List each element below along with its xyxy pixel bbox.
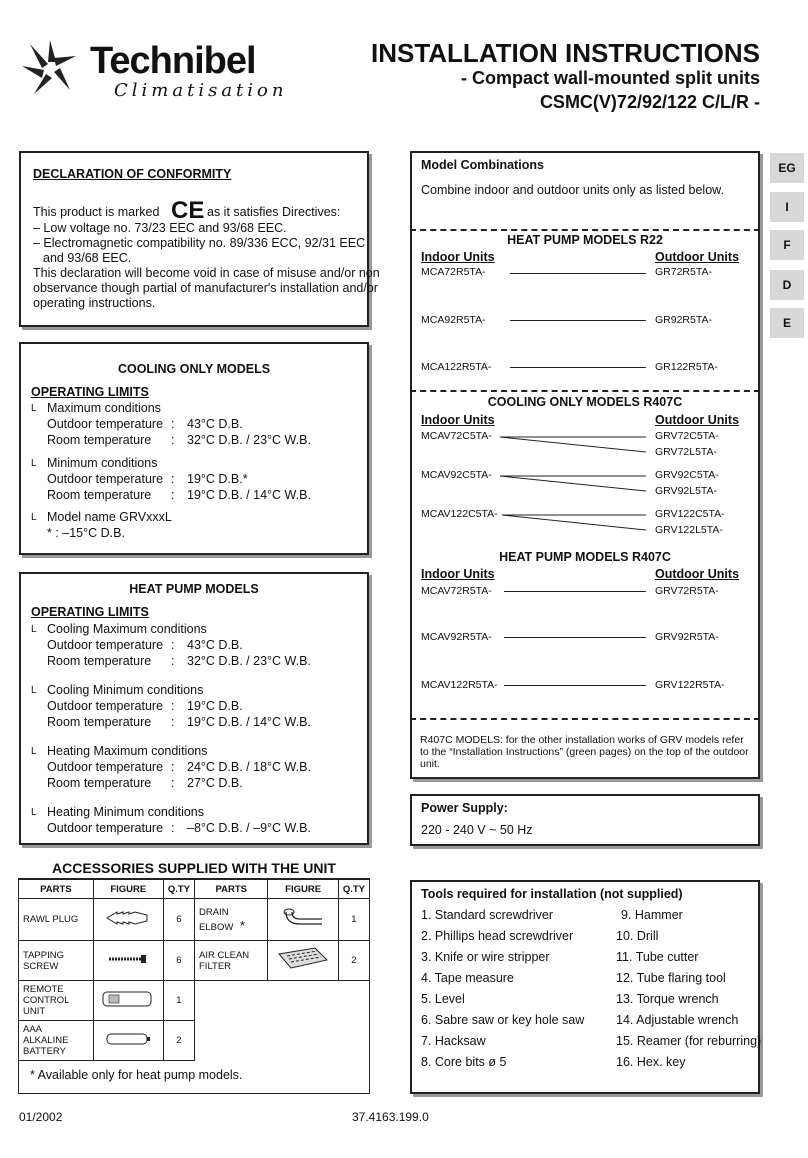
- hp-r22-title: HEAT PUMP MODELS R22: [507, 233, 663, 247]
- tool-14: 14. Adjustable wrench: [616, 1013, 739, 1027]
- hp-r407-title: HEAT PUMP MODELS R407C: [499, 550, 671, 564]
- col-header: PARTS: [19, 880, 94, 899]
- hp-hmax-room-label: Room temperature: [47, 776, 152, 790]
- part-drain-elbow: DRAIN ELBOW: [199, 906, 234, 933]
- hp-hmax-out-value: 24°C D.B. / 18°C W.B.: [187, 760, 311, 774]
- part-remote: REMOTE CONTROL UNIT: [19, 981, 94, 1021]
- r22-out-2: GR92R5TA-: [655, 314, 712, 326]
- part-tapping-screw: TAPPING SCREW: [19, 941, 94, 981]
- combinations-title: Model Combinations: [421, 158, 544, 172]
- hp-hmax-room-value: 27°C D.B.: [187, 776, 243, 790]
- indoor-heading: Indoor Units: [421, 250, 495, 264]
- colon: :: [171, 638, 175, 652]
- hp-out-3: GRV122R5TA-: [655, 679, 725, 691]
- colon: :: [171, 715, 175, 729]
- indoor-heading: Indoor Units: [421, 413, 495, 427]
- declaration-line-5: observance though partial of manufacturer's installation and/or: [33, 281, 378, 295]
- cooling-model-note: Model name GRVxxxL: [47, 510, 172, 524]
- cooling-max-out-label: Outdoor temperature: [47, 417, 164, 431]
- hp-hmax-out-label: Outdoor temperature: [47, 760, 164, 774]
- colon: :: [171, 699, 175, 713]
- hp-cmin-title: Cooling Minimum conditions: [47, 683, 204, 697]
- r407c-note-3: unit.: [420, 758, 440, 770]
- co-in-2: MCAV92C5TA-: [421, 469, 492, 481]
- col-header: FIGURE: [93, 880, 163, 899]
- outdoor-heading: Outdoor Units: [655, 250, 740, 264]
- bullet-icon: L: [31, 746, 37, 757]
- hp-cmin-room-value: 19°C D.B. / 14°C W.B.: [187, 715, 311, 729]
- tool-2: 2. Phillips head screwdriver: [421, 929, 574, 943]
- link-line: [504, 685, 646, 686]
- tool-12: 12. Tube flaring tool: [616, 971, 726, 985]
- declaration-line-3: and 93/68 EEC.: [43, 251, 132, 265]
- page-subtitle: - Compact wall-mounted split units: [460, 68, 760, 88]
- brand-subtitle: Climatisation: [114, 80, 288, 101]
- footer-date: 01/2002: [19, 1110, 63, 1124]
- col-header: PARTS: [195, 880, 268, 899]
- cooling-max-out-value: 43°C D.B.: [187, 417, 243, 431]
- col-header: Q.TY: [338, 880, 369, 899]
- r22-in-2: MCA92R5TA-: [421, 314, 486, 326]
- co-out-4: GRV92L5TA-: [655, 485, 718, 497]
- bullet-icon: L: [31, 807, 37, 818]
- declaration-line-1: – Low voltage no. 73/23 EEC and 93/68 EEC.: [33, 221, 287, 235]
- hp-cmax-out-label: Outdoor temperature: [47, 638, 164, 652]
- declaration-heading: DECLARATION OF CONFORMITY: [33, 167, 232, 181]
- declaration-line-6: operating instructions.: [33, 296, 156, 310]
- colon: :: [171, 821, 175, 835]
- cooling-min-out-value: 19°C D.B.*: [187, 472, 248, 486]
- colon: :: [171, 776, 175, 790]
- tool-11: 11. Tube cutter: [616, 950, 699, 964]
- col-header: Q.TY: [163, 880, 194, 899]
- qty-tapping-screw: 6: [163, 941, 194, 981]
- brand-name: Technibel: [90, 40, 256, 82]
- bullet-icon: L: [31, 458, 37, 469]
- accessories-title: ACCESSORIES SUPPLIED WITH THE UNIT: [52, 860, 336, 876]
- cooling-model-note-2: * : –15°C D.B.: [47, 526, 125, 540]
- page-models: CSMC(V)72/92/122 C/L/R -: [539, 92, 760, 112]
- power-title: Power Supply:: [421, 801, 508, 815]
- hp-cmax-title: Cooling Maximum conditions: [47, 622, 207, 636]
- co-out-1: GRV72C5TA-: [655, 430, 719, 442]
- combinations-intro: Combine indoor and outdoor units only as listed below.: [421, 183, 724, 197]
- accessories-footnote: * Available only for heat pump models.: [30, 1068, 243, 1082]
- hp-out-1: GRV72R5TA-: [655, 585, 719, 597]
- r22-in-3: MCA122R5TA-: [421, 361, 492, 373]
- tool-9: 9. Hammer: [621, 908, 683, 922]
- colon: :: [171, 488, 175, 502]
- tool-16: 16. Hex. key: [616, 1055, 686, 1069]
- divider: [410, 718, 760, 720]
- tool-4: 4. Tape measure: [421, 971, 514, 985]
- hp-cmax-room-value: 32°C D.B. / 23°C W.B.: [187, 654, 311, 668]
- co-out-5: GRV122C5TA-: [655, 508, 725, 520]
- hp-in-2: MCAV92R5TA-: [421, 631, 492, 643]
- tool-3: 3. Knife or wire stripper: [421, 950, 550, 964]
- colon: :: [171, 760, 175, 774]
- tab-d[interactable]: D: [770, 270, 804, 300]
- hp-cmax-out-value: 43°C D.B.: [187, 638, 243, 652]
- qty-rawl-plug: 6: [163, 899, 194, 941]
- outdoor-heading: Outdoor Units: [655, 413, 740, 427]
- tab-i[interactable]: I: [770, 192, 804, 222]
- part-battery: AAA ALKALINE BATTERY: [19, 1021, 94, 1061]
- drain-elbow-star: *: [239, 917, 246, 933]
- tool-10: 10. Drill: [616, 929, 659, 943]
- co-out-6: GRV122L5TA-: [655, 524, 723, 536]
- colon: :: [171, 654, 175, 668]
- hp-out-2: GRV92R5TA-: [655, 631, 719, 643]
- co-r407-title: COOLING ONLY MODELS R407C: [487, 395, 683, 409]
- r22-out-1: GR72R5TA-: [655, 266, 712, 278]
- qty-drain-elbow: 1: [338, 899, 369, 941]
- qty-air-filter: 2: [338, 941, 369, 981]
- tab-e[interactable]: E: [770, 308, 804, 338]
- r407c-note-1: R407C MODELS: for the other installation works of GRV models refer: [420, 734, 744, 746]
- cooling-title: COOLING ONLY MODELS: [117, 362, 271, 376]
- col-header: FIGURE: [268, 880, 338, 899]
- hp-hmin-title: Heating Minimum conditions: [47, 805, 205, 819]
- part-rawl-plug: RAWL PLUG: [19, 899, 94, 941]
- bullet-icon: L: [31, 685, 37, 696]
- cooling-max-title: Maximum conditions: [47, 401, 161, 415]
- hp-cmin-room-label: Room temperature: [47, 715, 152, 729]
- link-line: [504, 637, 646, 638]
- colon: :: [171, 433, 175, 447]
- hp-cmax-room-label: Room temperature: [47, 654, 152, 668]
- tool-8: 8. Core bits ø 5: [421, 1055, 507, 1069]
- cooling-min-title: Minimum conditions: [47, 456, 158, 470]
- qty-remote: 1: [163, 981, 194, 1021]
- heatpump-title: HEAT PUMP MODELS: [129, 582, 259, 596]
- tools-title: Tools required for installation (not supplied): [421, 887, 683, 901]
- hp-hmin-out-value: –8°C D.B. / –9°C W.B.: [187, 821, 311, 835]
- link-line: [504, 591, 646, 592]
- declaration-marked-prefix: This product is marked: [33, 205, 160, 219]
- part-air-filter: AIR CLEAN FILTER: [195, 941, 268, 981]
- co-out-3: GRV92C5TA-: [655, 469, 719, 481]
- bullet-icon: L: [31, 403, 37, 414]
- cooling-max-room-label: Room temperature: [47, 433, 152, 447]
- cooling-min-out-label: Outdoor temperature: [47, 472, 164, 486]
- tool-6: 6. Sabre saw or key hole saw: [421, 1013, 585, 1027]
- tool-13: 13. Torque wrench: [616, 992, 719, 1006]
- qty-battery: 2: [163, 1021, 194, 1061]
- r22-in-1: MCA72R5TA-: [421, 266, 486, 278]
- tab-f[interactable]: F: [770, 230, 804, 260]
- hp-cmin-out-value: 19°C D.B.: [187, 699, 243, 713]
- page-title: INSTALLATION INSTRUCTIONS: [370, 38, 760, 68]
- outdoor-heading: Outdoor Units: [655, 567, 740, 581]
- cooling-limits-heading: OPERATING LIMITS: [31, 385, 149, 399]
- bullet-icon: L: [31, 624, 37, 635]
- footer-code: 37.4163.199.0: [352, 1110, 429, 1124]
- tool-15: 15. Reamer (for reburring): [616, 1034, 762, 1048]
- hp-hmin-out-label: Outdoor temperature: [47, 821, 164, 835]
- hp-in-3: MCAV122R5TA-: [421, 679, 498, 691]
- co-in-3: MCAV122C5TA-: [421, 508, 498, 520]
- bullet-icon: L: [31, 512, 37, 523]
- power-value: 220 - 240 V ~ 50 Hz: [421, 823, 533, 837]
- colon: :: [171, 417, 175, 431]
- ce-mark-icon: CE: [171, 197, 205, 224]
- r22-out-3: GR122R5TA-: [655, 361, 718, 373]
- indoor-heading: Indoor Units: [421, 567, 495, 581]
- hp-in-1: MCAV72R5TA-: [421, 585, 492, 597]
- co-out-2: GRV72L5TA-: [655, 446, 718, 458]
- tool-7: 7. Hacksaw: [421, 1034, 486, 1048]
- declaration-marked-suffix: as it satisfies Directives:: [207, 205, 341, 219]
- cooling-min-room-label: Room temperature: [47, 488, 152, 502]
- co-in-1: MCAV72C5TA-: [421, 430, 492, 442]
- tool-1: 1. Standard screwdriver: [421, 908, 554, 922]
- hp-hmax-title: Heating Maximum conditions: [47, 744, 208, 758]
- colon: :: [171, 472, 175, 486]
- cooling-max-room-value: 32°C D.B. / 23°C W.B.: [187, 433, 311, 447]
- heatpump-limits-heading: OPERATING LIMITS: [31, 605, 149, 619]
- declaration-line-2: – Electromagnetic compatibility no. 89/336 ECC, 92/31 EEC: [33, 236, 366, 250]
- cooling-min-room-value: 19°C D.B. / 14°C W.B.: [187, 488, 311, 502]
- tool-5: 5. Level: [421, 992, 465, 1006]
- tab-eg[interactable]: EG: [770, 153, 804, 183]
- r407c-note-2: to the “Installation Instructions” (green pages) on the top of the outdoor: [420, 746, 749, 758]
- hp-cmin-out-label: Outdoor temperature: [47, 699, 164, 713]
- declaration-line-4: This declaration will become void in case of misuse and/or non: [33, 266, 380, 280]
